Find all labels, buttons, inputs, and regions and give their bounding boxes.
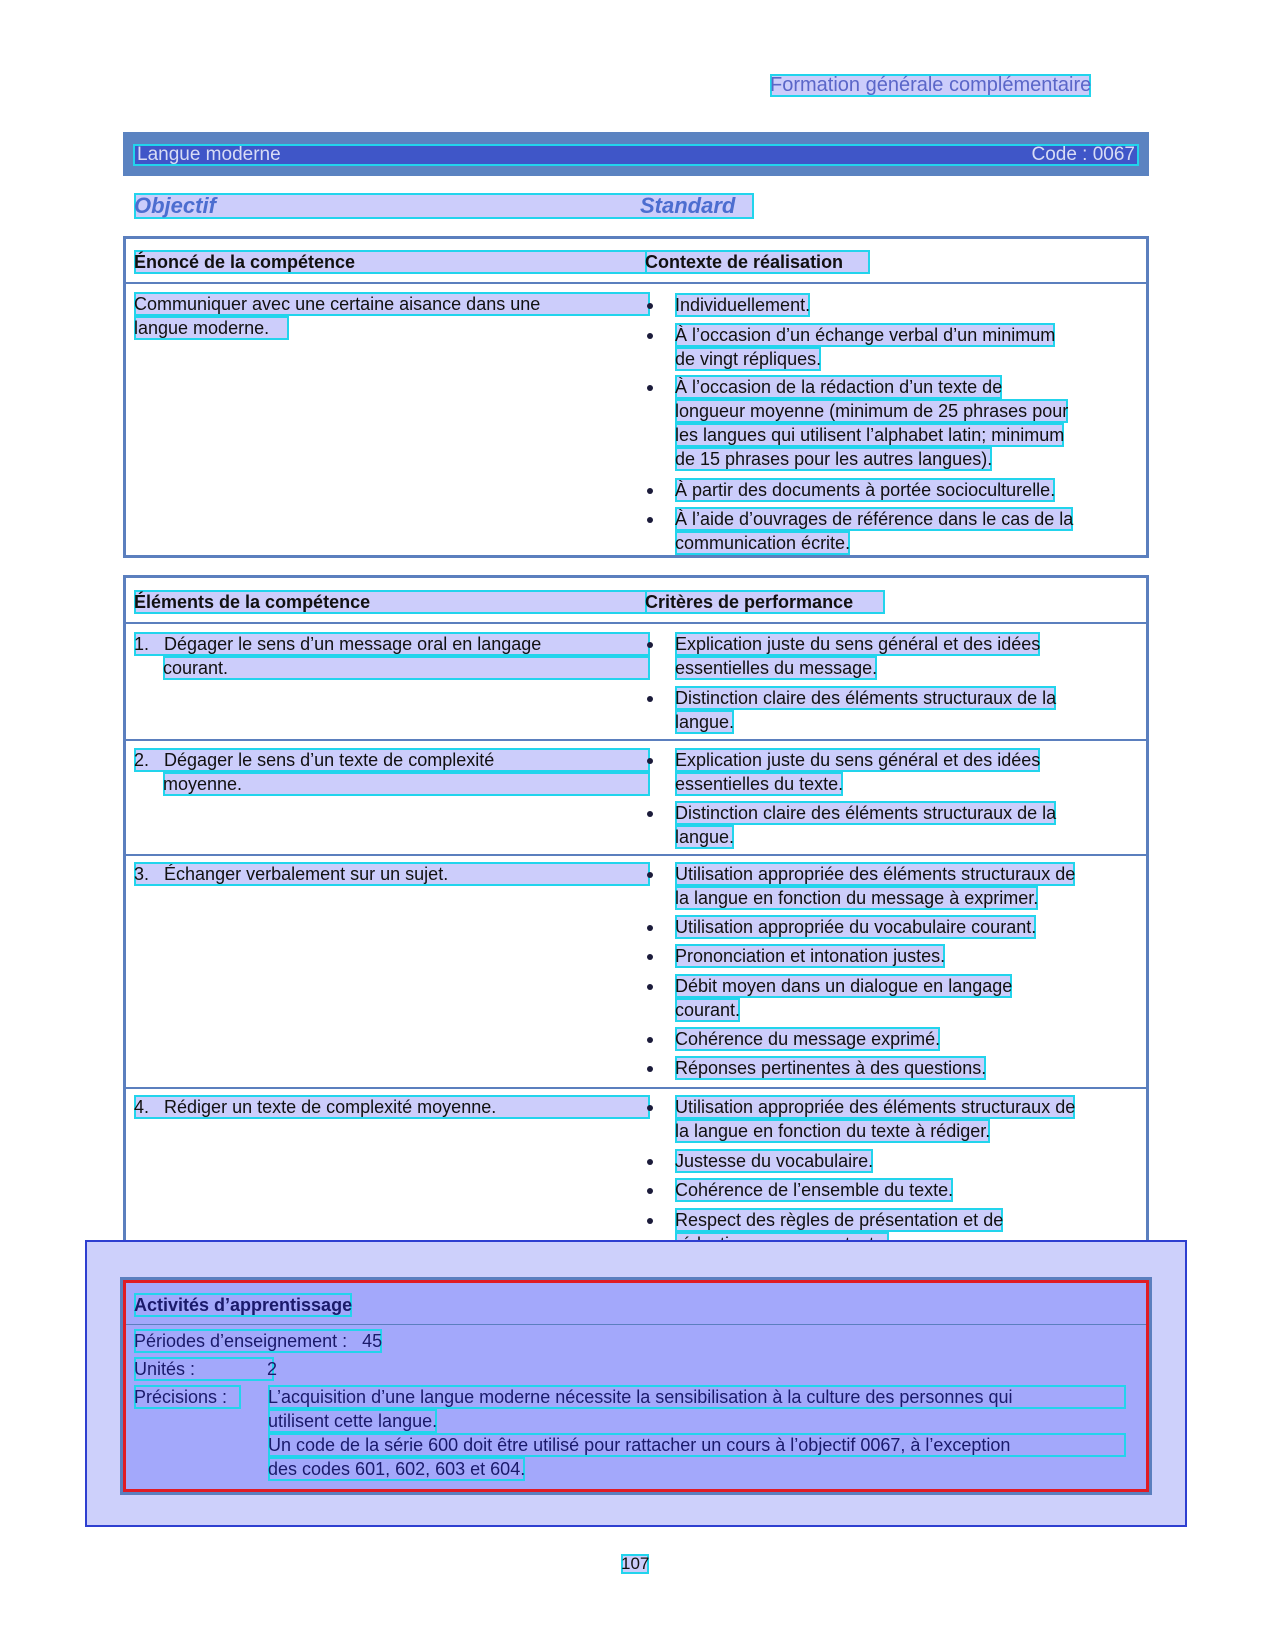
bullet-icon	[647, 1037, 653, 1043]
criteria-header: Critères de performance	[645, 590, 885, 614]
context-item: Individuellement.	[675, 295, 811, 315]
bullet-icon	[647, 872, 653, 878]
criterion-item: Réponses pertinentes à des questions.	[675, 1058, 987, 1078]
bullet-icon	[647, 1159, 653, 1165]
bullet-icon	[647, 517, 653, 523]
program-title: Formation générale complémentaire	[770, 74, 1092, 96]
bullet-icon	[647, 696, 653, 702]
criterion-item: Explication juste du sens général et des idées	[675, 634, 1041, 654]
criterion-item: Justesse du vocabulaire.	[675, 1151, 874, 1171]
precisions-line: Un code de la série 600 doit être utilisé pour rattacher un cours à l’objectif 0067, à l’exception	[268, 1433, 1126, 1457]
element-item: 4. Rédiger un texte de complexité moyenne.	[134, 1095, 650, 1119]
elements-header: Éléments de la compétence	[134, 590, 650, 614]
criterion-item: courant.	[675, 1000, 741, 1020]
criterion-item: Utilisation appropriée des éléments structuraux de	[675, 1097, 1076, 1117]
bullet-icon	[647, 1218, 653, 1224]
bullet-icon	[647, 758, 653, 764]
criterion-item: Utilisation appropriée du vocabulaire courant.	[675, 917, 1037, 937]
context-header: Contexte de réalisation	[645, 250, 870, 274]
bullet-icon	[647, 925, 653, 931]
criterion-item: Cohérence de l’ensemble du texte.	[675, 1180, 954, 1200]
page-number: 107	[621, 1554, 650, 1573]
criterion-item: la langue en fonction du message à exprimer.	[675, 888, 1039, 908]
criterion-item: Prononciation et intonation justes.	[675, 946, 946, 966]
statement-line: Communiquer avec une certaine aisance dans une	[134, 292, 650, 316]
criterion-item: essentielles du texte.	[675, 774, 844, 794]
objective-standard-row	[134, 193, 754, 219]
precisions-line: utilisent cette langue.	[268, 1411, 438, 1431]
bullet-icon	[647, 333, 653, 339]
context-item: À l’aide d’ouvrages de référence dans le cas de la	[675, 509, 1074, 529]
context-item: les langues qui utilisent l’alphabet latin; minimum	[675, 425, 1065, 445]
criterion-item: Utilisation appropriée des éléments structuraux de	[675, 864, 1076, 884]
context-item: communication écrite.	[675, 533, 851, 553]
bullet-icon	[647, 642, 653, 648]
statement-header: Énoncé de la compétence	[134, 250, 650, 274]
bullet-icon	[647, 811, 653, 817]
subject-name: Langue moderne	[137, 144, 281, 165]
element-item: 1. Dégager le sens d’un message oral en langage	[134, 632, 650, 656]
bullet-icon	[647, 385, 653, 391]
criterion-item: Distinction claire des éléments structuraux de la	[675, 688, 1057, 708]
bullet-icon	[647, 954, 653, 960]
context-item: longueur moyenne (minimum de 25 phrases pour	[675, 401, 1069, 421]
criterion-item: langue.	[675, 712, 735, 732]
context-item: À l’occasion de la rédaction d’un texte de	[675, 377, 1003, 397]
criterion-item: langue.	[675, 827, 735, 847]
element-item: 2. Dégager le sens d’un texte de complexité	[134, 748, 650, 772]
criterion-item: Débit moyen dans un dialogue en langage	[675, 976, 1013, 996]
context-item: de vingt répliques.	[675, 349, 822, 369]
context-item: À l’occasion d’un échange verbal d’un minimum	[675, 325, 1056, 345]
units-row: Unités : 2	[134, 1359, 278, 1379]
element-item: moyenne.	[163, 772, 650, 796]
subject-code: Code : 0067	[1031, 144, 1135, 165]
precisions-line: L’acquisition d’une langue moderne nécessite la sensibilisation à la culture des personnes qui	[268, 1385, 1126, 1409]
criterion-item: Explication juste du sens général et des idées	[675, 750, 1041, 770]
context-item: de 15 phrases pour les autres langues).	[675, 449, 993, 469]
objective-heading: Objectif	[134, 193, 216, 218]
activities-title: Activités d’apprentissage	[134, 1295, 353, 1315]
bullet-icon	[647, 1066, 653, 1072]
criterion-item: Respect des règles de présentation et de	[675, 1210, 1004, 1230]
bullet-icon	[647, 1188, 653, 1194]
periods-row: Périodes d’enseignement : 45	[134, 1331, 383, 1351]
precisions-label: Précisions :	[134, 1385, 241, 1409]
bullet-icon	[647, 488, 653, 494]
bullet-icon	[647, 984, 653, 990]
standard-heading: Standard	[640, 193, 736, 218]
element-item: courant.	[163, 656, 650, 680]
statement-line: langue moderne.	[134, 316, 289, 340]
criterion-item: essentielles du message.	[675, 658, 878, 678]
criterion-item: la langue en fonction du texte à rédiger.	[675, 1121, 991, 1141]
precisions-line: des codes 601, 602, 603 et 604.	[268, 1459, 526, 1479]
subject-banner	[123, 132, 1149, 176]
criterion-item: Distinction claire des éléments structuraux de la	[675, 803, 1057, 823]
context-item: À partir des documents à portée socioculturelle.	[675, 480, 1056, 500]
criterion-item: Cohérence du message exprimé.	[675, 1029, 941, 1049]
bullet-icon	[647, 1105, 653, 1111]
bullet-icon	[647, 303, 653, 309]
element-item: 3. Échanger verbalement sur un sujet.	[134, 862, 650, 886]
